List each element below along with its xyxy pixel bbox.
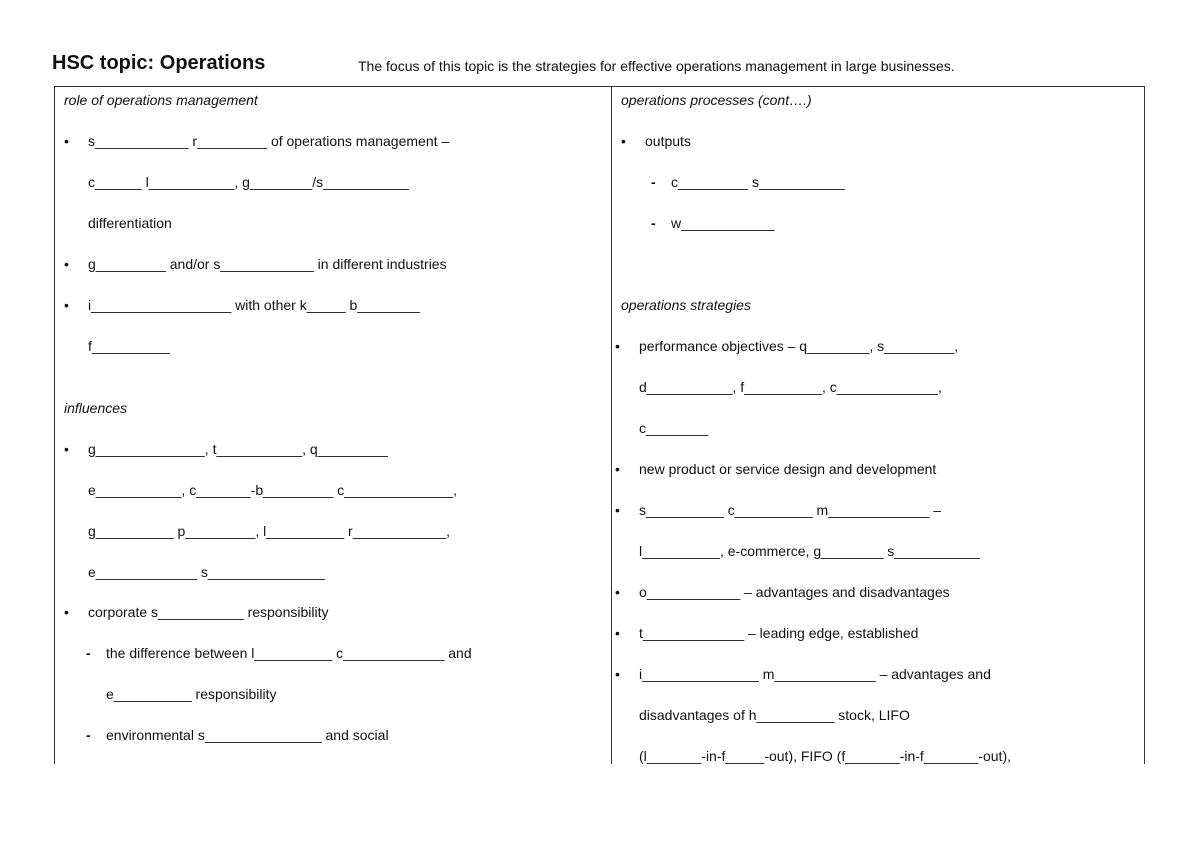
- right-line-6: c________: [639, 420, 709, 436]
- right-line-8: • s__________ c__________ m_____________ –: [639, 502, 941, 518]
- left-line-10: e_____________ s_______________: [88, 564, 325, 580]
- right-line-12: • i_______________ m_____________ – advantages and: [639, 666, 991, 682]
- left-line-11: • corporate s___________ responsibility: [88, 604, 329, 620]
- left-line-13: e__________ responsibility: [106, 686, 277, 702]
- right-line-9: l__________, e-commerce, g________ s___________: [639, 543, 980, 559]
- left-column: [55, 87, 612, 764]
- left-line-7: • g______________, t___________, q_________: [88, 441, 388, 457]
- page-header: [52, 52, 1152, 82]
- page-title: HSC topic: Operations: [52, 52, 266, 74]
- left-line-9: g__________ p_________, l__________ r____________,: [88, 523, 451, 539]
- left-line-3: differentiation: [88, 215, 172, 231]
- right-line-7: • new product or service design and development: [639, 461, 936, 477]
- right-line-13: disadvantages of h__________ stock, LIFO: [639, 707, 910, 723]
- heading-operations-processes: operations processes (cont….): [621, 92, 812, 108]
- notes-table: [54, 86, 1145, 764]
- right-column: [612, 87, 1144, 764]
- left-line-6: f__________: [88, 338, 170, 354]
- right-line-11: • t_____________ – leading edge, established: [639, 625, 918, 641]
- right-line-3: - w____________: [671, 215, 775, 231]
- heading-operations-strategies: operations strategies: [621, 297, 751, 313]
- left-line-4: • g_________ and/or s____________ in different industries: [88, 256, 447, 272]
- left-line-12: - the difference between l__________ c_____________ and: [106, 645, 472, 661]
- left-line-5: • i__________________ with other k_____ b________: [88, 297, 420, 313]
- left-line-1: • s____________ r_________ of operations management –: [88, 133, 449, 149]
- right-line-5: d___________, f__________, c_____________,: [639, 379, 942, 395]
- right-line-14: (l_______-in-f_____-out), FIFO (f_______-in-f_______-out),: [639, 748, 1011, 764]
- left-line-2: c______ l___________, g________/s___________: [88, 174, 409, 190]
- right-line-1: • outputs: [645, 133, 691, 149]
- left-line-14: - environmental s_______________ and social: [106, 727, 389, 743]
- heading-influences: influences: [64, 400, 128, 416]
- heading-role-of-operations: role of operations management: [64, 92, 258, 108]
- left-line-8: e___________, c_______-b_________ c______________,: [88, 482, 458, 498]
- right-line-10: • o____________ – advantages and disadvantages: [639, 584, 950, 600]
- right-line-4: • performance objectives – q________, s_________,: [639, 338, 958, 354]
- right-line-2: - c_________ s___________: [671, 174, 845, 190]
- topic-focus-text: The focus of this topic is the strategies for effective operations management in large businesses.: [358, 58, 955, 74]
